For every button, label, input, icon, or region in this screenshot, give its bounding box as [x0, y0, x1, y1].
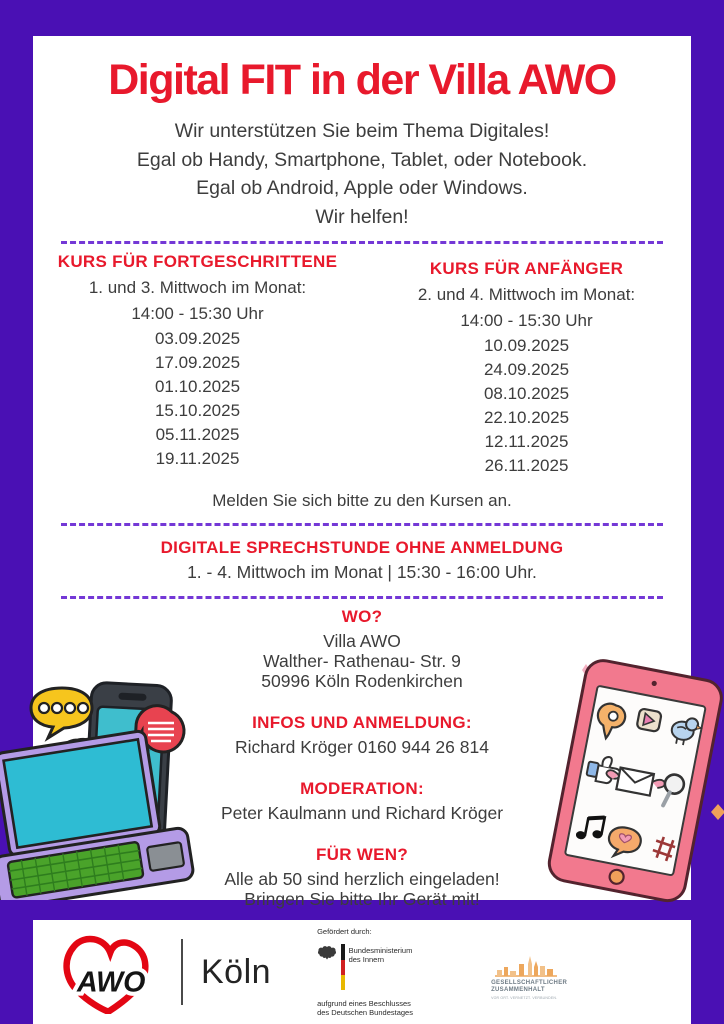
advanced-course-schedule: 1. und 3. Mittwoch im Monat:: [88, 278, 307, 297]
intro-line: Egal ob Android, Apple oder Windows.: [196, 177, 528, 199]
skyline-icon: [493, 954, 559, 980]
ministry-name: [349, 944, 413, 964]
footer-divider: [181, 939, 183, 1005]
dashed-divider: [61, 523, 663, 526]
course-date: 03.09.2025: [154, 329, 241, 348]
audience-line: Bringen Sie bitte Ihr Gerät mit!: [244, 889, 480, 909]
region-label: Köln: [201, 952, 272, 991]
beginner-course-heading: KURS FÜR ANFÄNGER: [429, 259, 624, 278]
course-date: 19.11.2025: [155, 449, 240, 468]
intro-line: Wir helfen!: [315, 205, 409, 228]
laptop-and-smartphone-illustration: [0, 668, 208, 900]
advanced-course-time: 14:00 - 15:30 Uhr: [131, 304, 264, 323]
intro-line: Egal ob Handy, Smartphone, Tablet, oder Notebook.: [136, 148, 588, 171]
footer-panel: [33, 920, 691, 1024]
mandate-line: aufgrund eines Beschlusses: [317, 999, 411, 1008]
course-date: 12.11.2025: [484, 432, 569, 451]
cohesion-name-line: ZUSAMMENHALT: [491, 987, 545, 993]
course-date: 24.09.2025: [483, 360, 570, 379]
cohesion-name: [491, 980, 577, 994]
course-date: 10.09.2025: [483, 336, 570, 355]
ministry-name-line: Bundesministerium: [348, 946, 413, 955]
awo-logo-text: AWO: [77, 966, 146, 999]
ministry-logo: [317, 944, 467, 990]
course-date: 01.10.2025: [154, 377, 241, 396]
advanced-course-heading: KURS FÜR FORTGESCHRITTENE: [57, 252, 338, 271]
ministry-name-line: des Innern: [348, 955, 385, 964]
consultation-schedule: 1. - 4. Mittwoch im Monat | 15:30 - 16:00 Uhr.: [187, 562, 537, 582]
federal-eagle-icon: [317, 945, 337, 960]
tablet-illustration: [534, 652, 724, 914]
location-heading: WO?: [341, 607, 383, 626]
location-line: Villa AWO: [323, 631, 401, 651]
tricolor-bar: [341, 944, 345, 990]
contact-value: Richard Kröger 0160 944 26 814: [235, 737, 489, 757]
sparkle-icon: [711, 804, 724, 820]
course-date: 17.09.2025: [154, 353, 241, 372]
course-date: 26.11.2025: [484, 456, 569, 475]
consultation-heading: DIGITALE SPRECHSTUNDE OHNE ANMELDUNG: [160, 538, 564, 557]
advanced-course-column: [33, 252, 362, 478]
advanced-course-dates: [33, 327, 362, 471]
dashed-divider: [61, 241, 663, 244]
audience-line: Alle ab 50 sind herzlich eingeladen!: [224, 869, 500, 889]
contact-heading: INFOS UND ANMELDUNG:: [252, 713, 472, 732]
chat-dots-bubble-icon: [31, 688, 92, 738]
intro-line: Wir unterstützen Sie beim Thema Digitales!: [174, 120, 550, 142]
beginner-course-dates: [362, 334, 691, 478]
intro-text: [33, 117, 691, 231]
cohesion-tagline: VOR ORT. VERNETZT. VERBUNDEN.: [491, 996, 558, 1000]
moderation-heading: MODERATION:: [300, 779, 424, 798]
funding-block: [317, 927, 467, 1017]
location-line: Walther- Rathenau- Str. 9: [263, 651, 461, 671]
mandate-note: [317, 999, 467, 1017]
register-note: Melden Sie sich bitte zu den Kursen an.: [212, 491, 512, 510]
course-date: 08.10.2025: [483, 384, 570, 403]
page-title: Digital FIT in der Villa AWO: [108, 56, 616, 104]
beginner-course-schedule: 2. und 4. Mittwoch im Monat:: [417, 285, 636, 304]
moderation-value: Peter Kaulmann und Richard Kröger: [220, 803, 504, 823]
course-columns: [33, 252, 691, 478]
mandate-line: des Deutschen Bundestages: [317, 1008, 413, 1017]
course-date: 22.10.2025: [483, 408, 570, 427]
beginner-course-time: 14:00 - 15:30 Uhr: [460, 311, 593, 330]
funded-by-label: Gefördert durch:: [317, 927, 372, 936]
course-date: 05.11.2025: [155, 425, 240, 444]
location-line: 50996 Köln Rodenkirchen: [261, 671, 463, 691]
cohesion-logo: [491, 944, 577, 1000]
beginner-course-column: [362, 252, 691, 478]
awo-logo: [53, 930, 173, 1014]
cohesion-name-line: GESELLSCHAFTLICHER: [491, 980, 568, 986]
audience-heading: FÜR WEN?: [315, 845, 409, 864]
course-date: 15.10.2025: [154, 401, 241, 420]
dashed-divider: [61, 596, 663, 599]
camera-icon: [636, 708, 661, 732]
